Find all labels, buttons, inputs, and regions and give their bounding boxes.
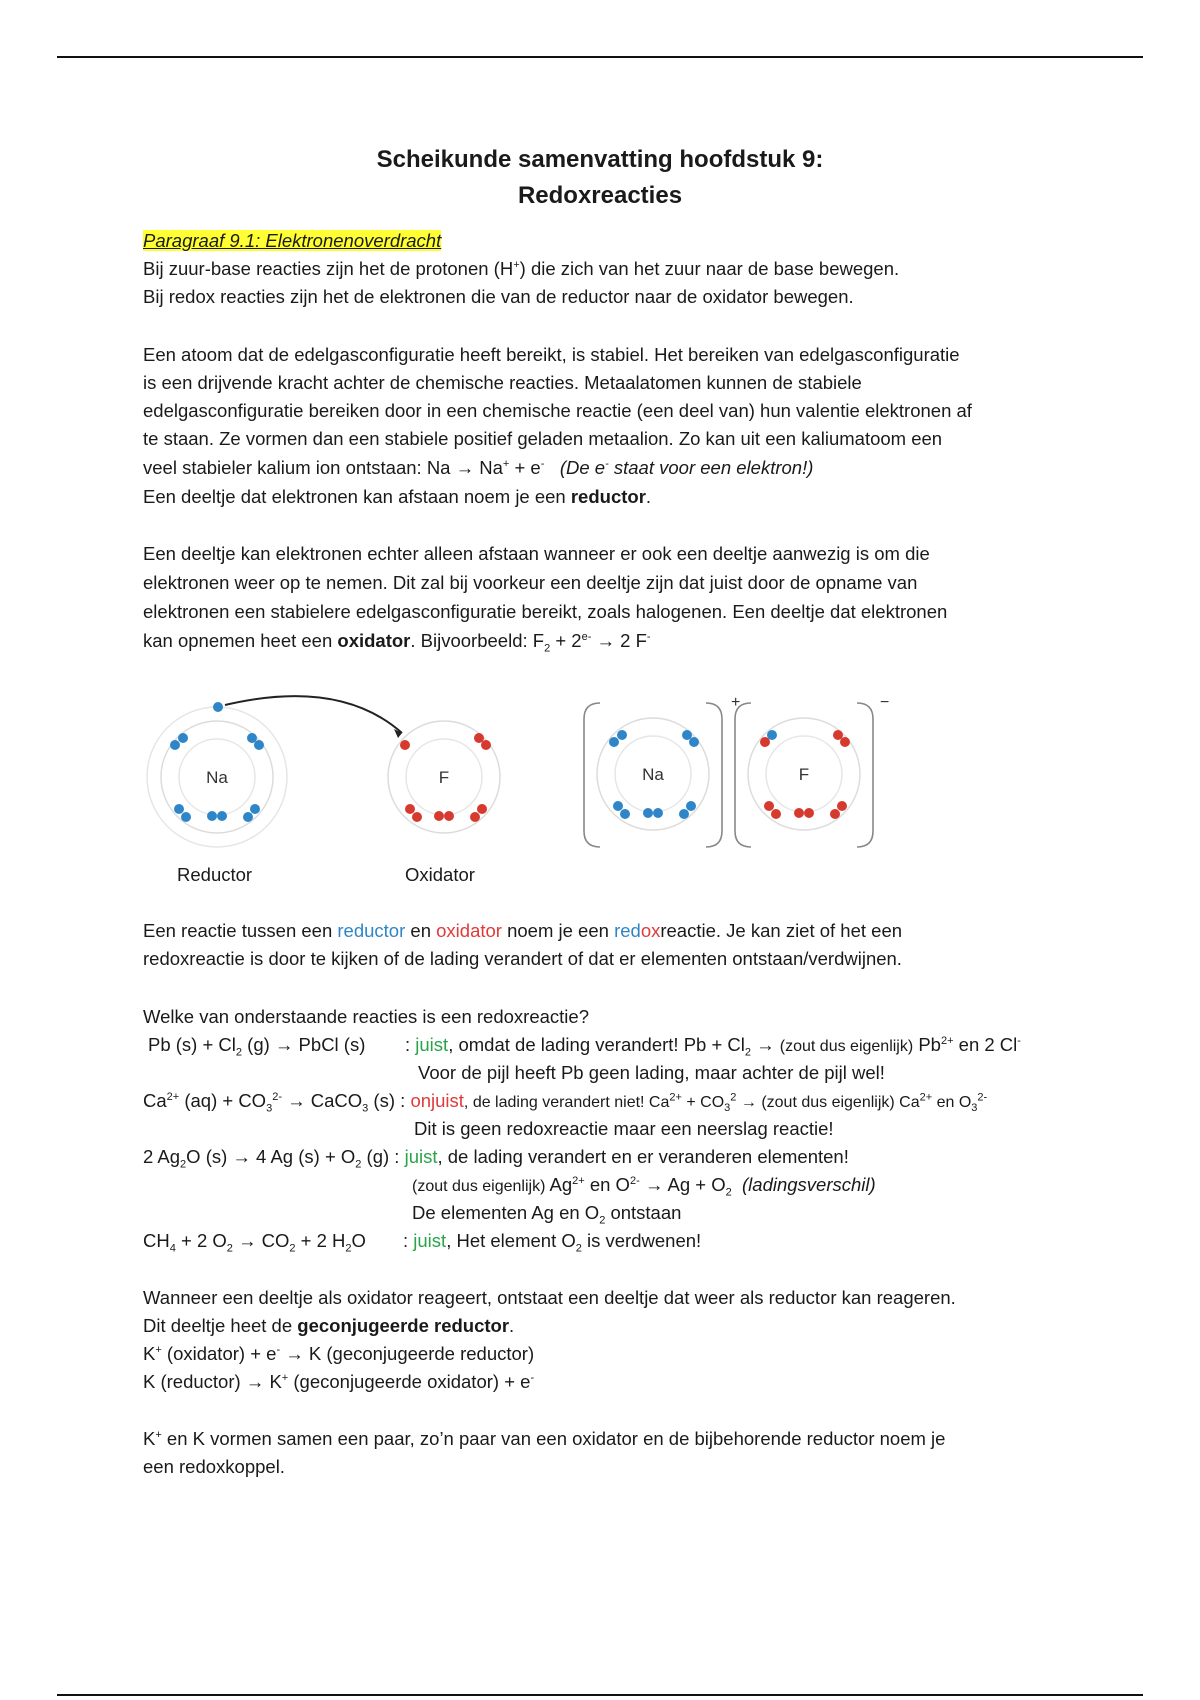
f-ion-label: F (798, 765, 810, 784)
intro-line-1: Bij zuur-base reacties zijn het de protonen (H+) die zich van het zuur naar de base bewegen. (143, 258, 900, 279)
plus-charge: + (731, 694, 741, 711)
para4-line-1: Een reactie tussen een reductor en oxidator noem je een redoxreactie. Je kan ziet of het een (143, 920, 903, 941)
reaction-4: $CH_4 + 2$ $O_2 \to CO_2 + 2$ $H_2O$ (143, 1230, 366, 1255)
para5-line-1: Wanneer een deeltje als oxidator reageert, ontstaat een deeltje dat weer als reductor kan reageren. (143, 1287, 956, 1308)
para3-line-1: Een deeltje kan elektronen echter alleen afstaan wanneer er ook een deeltje aanwezig is om die (143, 543, 930, 564)
intro-line-2: Bij redox reacties zijn het de elektronen die van de reductor naar de oxidator bewegen. (143, 286, 854, 307)
para2-line-3: edelgasconfiguratie bereiken door in een chemische reactie (een deel van) hun valentie elektronen af (143, 400, 972, 421)
reaction-1-note: Voor de pijl heeft Pb geen lading, maar achter de pijl wel! (418, 1062, 885, 1083)
transfer-arrow (225, 696, 402, 733)
electron-transfer-svg (140, 688, 940, 898)
para5-line-2: Dit deeltje heet de geconjugeerde reductor. (143, 1315, 515, 1336)
bottom-rule (57, 1694, 1143, 1696)
na-label: Na (206, 768, 228, 787)
reaction-3: 2 $Ag_2O$ (s) → 4 Ag $(s) + O_2$ (g) : juist, de lading verandert en er veranderen elementen! (143, 1146, 849, 1171)
para3-line-4: kan opnemen heet een oxidator. Bijvoorbeeld: $F_2 + 2^{e-} \to 2$ F- (143, 630, 651, 655)
para5-line-4: K (reductor) → K+ (geconjugeerde oxidator) + e- (143, 1371, 535, 1392)
minus-charge: − (880, 694, 890, 711)
reaction-4-answer: : juist, Het element $O_2$ is verdwenen! (403, 1230, 702, 1255)
na-ion (584, 694, 740, 847)
term-oxidator: oxidator (337, 630, 411, 651)
reaction-2: $Ca^{2+}$ $(aq) + CO_3^{2-}$ → CaCO$_3$ (s) : onjuist, de lading verandert niet! $Ca^{2+} + CO_3^2$ → (zout dus eigenlijk) $Ca^{2+}$ en $O_3^{2-}$ (143, 1090, 988, 1115)
na-atom (147, 702, 287, 847)
top-rule (57, 56, 1143, 58)
electron-transfer-diagram (140, 688, 940, 898)
reaction-1-answer: : juist, omdat de lading verandert! $Pb + Cl_2$ → (zout dus eigenlijk) $Pb^{2+}$ en 2 Cl- (405, 1034, 1021, 1059)
para3-line-3: elektronen een stabielere edelgasconfiguratie bereikt, zoals halogenen. Een deeltje dat elektronen (143, 601, 948, 622)
caption-reductor: Reductor (177, 864, 253, 885)
f-ion (735, 694, 889, 847)
reaction-3-note-1: (zout dus eigenlijk) $Ag^{2+}$ en $O^{2-} \to Ag + O_2$ (ladingsverschil) (412, 1174, 876, 1199)
section-heading (143, 228, 441, 254)
na-ion-label: Na (642, 765, 664, 784)
question: Welke van onderstaande reacties is een redoxreactie? (143, 1006, 589, 1027)
page-subtitle: Redoxreacties (517, 182, 683, 209)
f-atom (388, 721, 500, 833)
para2-line-1: Een atoom dat de edelgasconfiguratie heeft bereikt, is stabiel. Het bereiken van edelgasconfiguratie (143, 344, 960, 365)
term-reductor: reductor (570, 486, 646, 507)
para3-line-2: elektronen weer op te nemen. Dit zal bij voorkeur een deeltje zijn dat juist door de opname van (143, 572, 918, 593)
reaction-2-note: Dit is geen redoxreactie maar een neerslag reactie! (414, 1118, 834, 1139)
para6-line-1: K+ en K vormen samen een paar, zo’n paar van een oxidator en de bijbehorende reductor noem je (143, 1428, 946, 1449)
para2-line-4: te staan. Ze vormen dan een stabiele positief geladen metaalion. Zo kan uit een kaliumatoom een (143, 428, 943, 449)
section-heading-text: Paragraaf 9.1: Elektronenoverdracht (143, 230, 442, 251)
para2-line-6: Een deeltje dat elektronen kan afstaan noem je een reductor. (143, 486, 652, 507)
para2-line-2: is een drijvende kracht achter de chemische reacties. Metaalatomen kunnen de stabiele (143, 372, 862, 393)
para5-line-3: K+ (oxidator) + e- → K (geconjugeerde reductor) (143, 1343, 535, 1364)
caption-oxidator: Oxidator (405, 864, 475, 885)
page-title: Scheikunde samenvatting hoofdstuk 9: (376, 146, 824, 173)
f-label: F (438, 768, 450, 787)
reaction-1: Pb $(s) + Cl_2$ (g) → PbCl (s) (148, 1034, 366, 1059)
para6-line-2: een redoxkoppel. (143, 1456, 285, 1477)
para4-line-2: redoxreactie is door te kijken of de lading verandert of dat er elementen ontstaan/verdwijnen. (143, 948, 902, 969)
para2-line-5: veel stabieler kalium ion ontstaan: Na → Na+ + e- (De e- staat voor een elektron!) (143, 457, 814, 478)
reaction-3-note-2: De elementen Ag en $O_2$ ontstaan (412, 1202, 682, 1227)
